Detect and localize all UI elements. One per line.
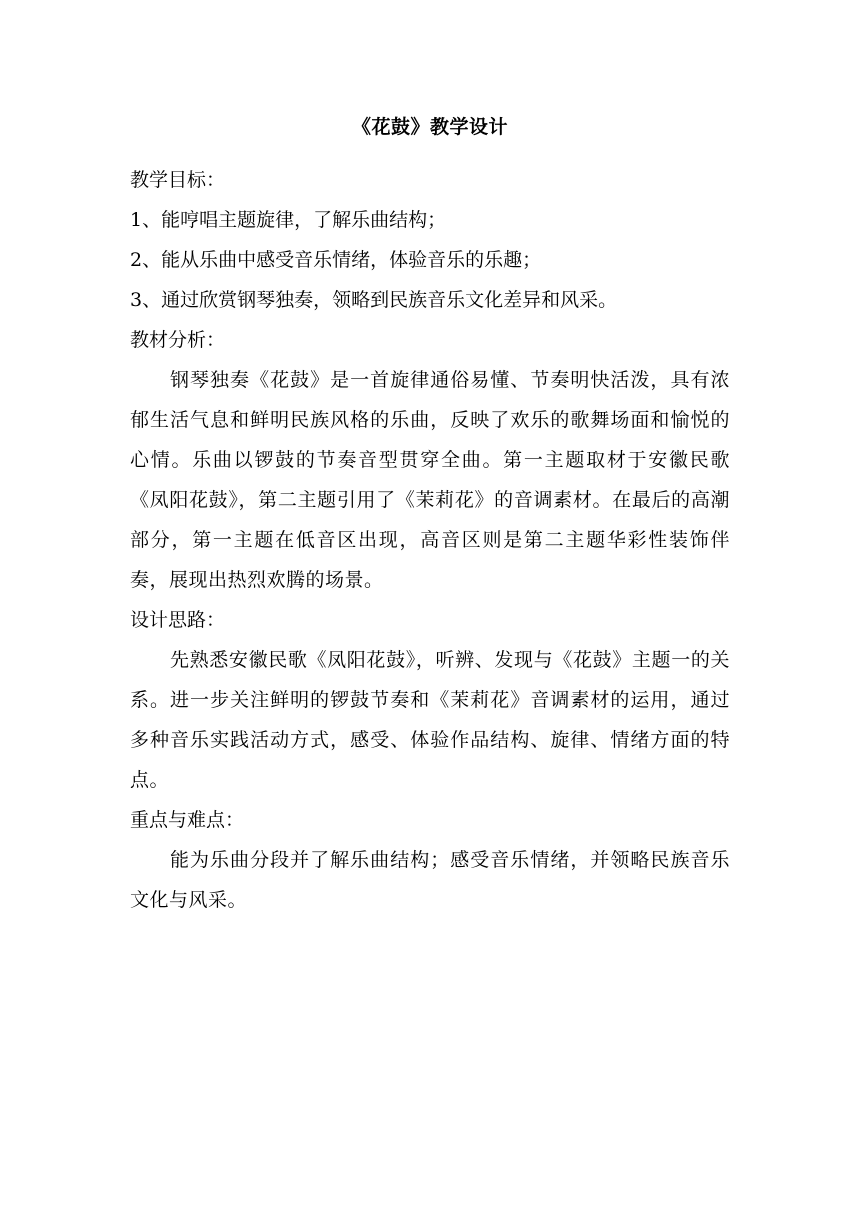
- document-body: [130, 114, 730, 920]
- section-heading-key-points: 重点与难点：: [130, 809, 245, 831]
- section-heading-material-analysis: 教材分析：: [130, 329, 226, 351]
- section-heading-design-idea: 设计思路：: [130, 609, 226, 631]
- objective-item-1: 1、能哼唱主题旋律，了解乐曲结构；: [130, 209, 447, 231]
- design-idea-paragraph: 先熟悉安徽民歌《凤阳花鼓》，听辨、发现与《花鼓》主题一的关系。进一步关注鲜明的锣鼓节奏和《茉莉花》音调素材的运用，通过多种音乐实践活动方式，感受、体验作品结构、旋律、情绪方面的特点。: [130, 649, 730, 791]
- objective-item-2: 2、能从乐曲中感受音乐情绪，体验音乐的乐趣；: [130, 249, 542, 271]
- objective-item-3: 3、通过欣赏钢琴独奏，领略到民族音乐文化差异和风采。: [130, 289, 618, 311]
- material-analysis-paragraph: 钢琴独奏《花鼓》是一首旋律通俗易懂、节奏明快活泼，具有浓郁生活气息和鲜明民族风格的乐曲，反映了欢乐的歌舞场面和愉悦的心情。乐曲以锣鼓的节奏音型贯穿全曲。第一主题取材于安徽民歌《凤阳花鼓》，第二主题引用了《茉莉花》的音调素材。在最后的高潮部分，第一主题在低音区出现，高音区则是第二主题华彩性装饰伴奏，展现出热烈欢腾的场景。: [130, 369, 730, 591]
- document-title: 《花鼓》教学设计: [351, 116, 508, 138]
- section-heading-objectives: 教学目标：: [130, 169, 226, 191]
- key-points-paragraph: 能为乐曲分段并了解乐曲结构；感受音乐情绪，并领略民族音乐文化与风采。: [130, 849, 730, 911]
